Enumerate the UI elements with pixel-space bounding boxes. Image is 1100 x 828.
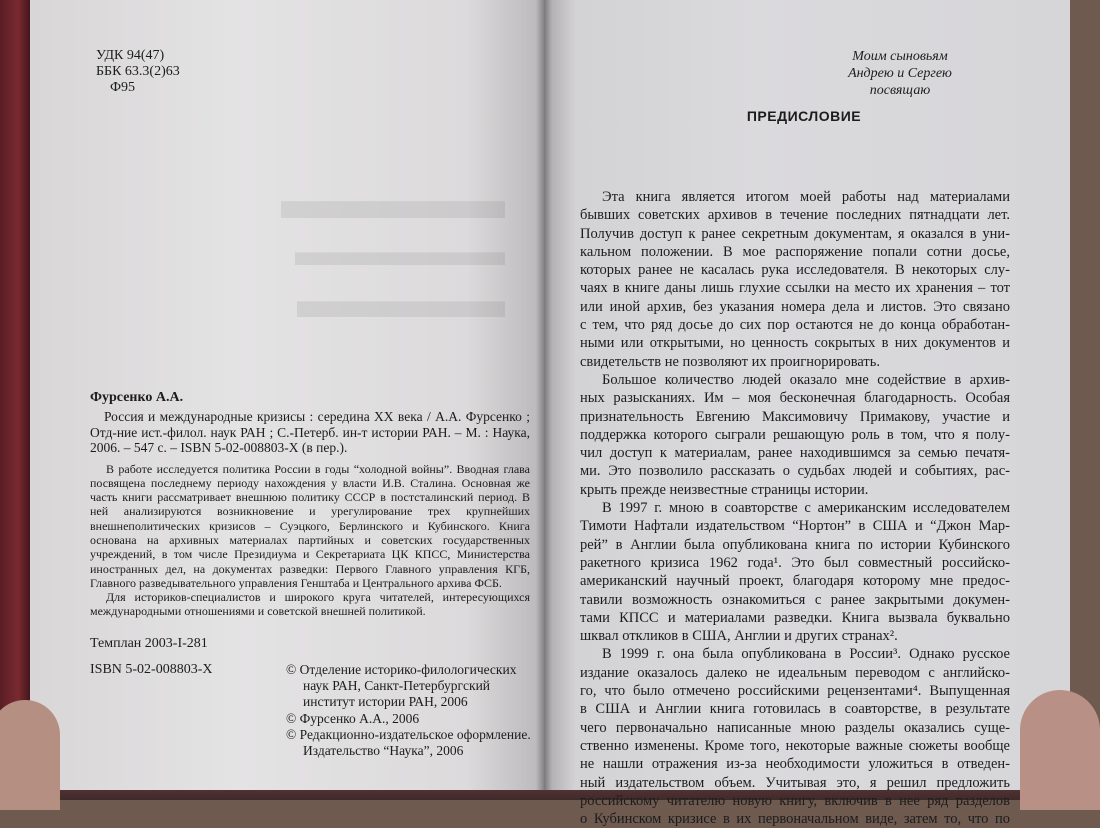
- dedication-line: Андрею и Сергею: [848, 66, 952, 81]
- text-line: в США и Англии книга готовилась в соавторстве, в результате: [580, 701, 1010, 718]
- text-line: чего первоначально написанные мною разделы оказались суще-: [580, 719, 1010, 736]
- dedication-line: посвящаю: [869, 83, 931, 98]
- udk-line: УДК 94(47): [96, 48, 165, 63]
- author-mark-line: Ф95: [110, 80, 136, 95]
- copyright-line: © Редакционно-издательское оформление.: [286, 726, 531, 742]
- book-gutter-shadow: [536, 0, 552, 790]
- annotation-paragraph: В работе исследуется политика России в годы “холодной войны”. Вводная глава посвящена последнему периоду нахождения у власти И.В. Сталина. Основная же часть книги рассматривает внешнюю политику СССР в постсталинский период. В ней анализируются возникновение и урегулирование трех крупнейших внешнеполитических кризисов – Суэцкого, Берлинского и Кубинского. Книга основана на архивных материалах партийных и советских государственных учреждений, в том числе Президиума и Секретариата ЦК КПСС, Министерства иностранных дел, на документах разведки: Первого Главного управления КГБ, Главного разведывательного управления Генштаба и Центрального архива ФСБ.: [90, 461, 530, 590]
- left-page: [30, 0, 544, 790]
- udk-block: [96, 48, 180, 96]
- text-line: о Кубинском кризисе в их первоначальном виде, затем то, что по: [580, 811, 1010, 828]
- text-line: ми. Это позволило рассказать о судьбах людей и событиях, рас-: [580, 463, 1010, 480]
- text-line: ный издательством объем. Учитывая это, я решил предложить: [580, 774, 1010, 791]
- annotation: [90, 462, 530, 619]
- text-line: чил доступ к материалам, ранее находившимся за семью печатя-: [580, 445, 1010, 462]
- copyright-block: [286, 662, 531, 759]
- bbk-line: ББК 63.3(2)63: [96, 64, 180, 79]
- text-line: Эта книга является итогом моей работы над материалами: [602, 189, 1010, 205]
- text-line: с тем, что ряд досье до сих пор остаются не до конца обработан-: [580, 317, 1010, 334]
- text-line: свидетельств не позволяют их проигнорировать.: [580, 353, 881, 370]
- text-line: тами КПСС и материалами разведки. Книга вызвала буквально: [580, 609, 1010, 626]
- bleed-through-shadow: ▬▬▬▬ ▬▬▬▬▬ ▬▬▬▬: [281, 167, 505, 329]
- copyright-line: наук РАН, Санкт-Петербургский: [303, 678, 491, 694]
- text-line: кальном положении. В мое распоряжение попали сотни досье,: [580, 243, 1010, 260]
- text-line: В 1999 г. она была опубликована в России³. Однако русское: [602, 646, 1010, 663]
- book-cover-edge: [0, 0, 30, 800]
- annotation-paragraph: Для историков-специалистов и широкого круга читателей, интересующихся международными отношениями и советской внешней политикой.: [90, 590, 530, 619]
- text-line: го, что было отмечено российскими рецензентами⁴. Выпущенная: [580, 683, 1010, 700]
- text-line: ственно изменены. Кроме того, некоторые важные сюжеты вообще: [580, 737, 1010, 754]
- text-line: Тимоти Нафтали издательством “Нортон” в США и “Джон Мар-: [580, 518, 1010, 535]
- isbn: ISBN 5-02-008803-X: [90, 662, 213, 677]
- text-line: признательность Евгению Максимовичу Примакову, участие и: [580, 408, 1010, 425]
- copyright-line: Издательство “Наука”, 2006: [303, 743, 464, 759]
- preface-body: [580, 188, 1010, 828]
- text-line: издание оказалось далеко не идеальным переводом с английско-: [580, 664, 1010, 681]
- preface-title: ПРЕДИСЛОВИЕ: [746, 108, 862, 124]
- text-line: шквал откликов в США, Англии и других странах².: [580, 628, 898, 645]
- catalog-description: Россия и международные кризисы : середина XX века / А.А. Фурсенко ; Отд-ние ист.-филол. наук РАН ; С.-Петерб. ин-т истории РАН. – М. : Наука, 2006. – 547 с. – ISBN 5-02-008803-X (в пер.).: [90, 409, 530, 455]
- copyright-line: © Фурсенко А.А., 2006: [286, 710, 420, 726]
- text-line: американский научный проект, благодаря которому мне предос-: [580, 573, 1010, 590]
- text-line: или иной архив, без указания номера дела и листов. Это связано: [580, 298, 1010, 315]
- text-line: поддержка которого сыграли решающую роль в том, что я полу-: [580, 426, 1010, 443]
- text-line: не нашли отражения из-за необходимости уложиться в отведен-: [580, 756, 1010, 773]
- copyright-line: институт истории РАН, 2006: [303, 694, 468, 710]
- text-line: Большое количество людей оказало мне содействие в архив-: [602, 371, 1010, 388]
- text-line: тавили возможность ознакомиться с ранее закрытыми докумен-: [580, 591, 1010, 608]
- text-line: российскому читателю новую книгу, включив в нее ряд разделов: [580, 792, 1010, 809]
- text-line: чаях в книге даны лишь глухие ссылки на место их хранения – тот: [580, 280, 1010, 297]
- right-page: [544, 0, 1070, 828]
- text-line: бывших советских архивов в течение последних пятнадцати лет.: [580, 207, 1010, 224]
- text-line: крыть прежде неизвестные страницы истории.: [580, 481, 869, 498]
- copyright-line: © Отделение историко-филологических: [286, 662, 517, 677]
- left-thumb: [0, 700, 60, 810]
- dedication: [800, 48, 1000, 99]
- dedication-line: Моим сыновьям: [852, 49, 948, 64]
- text-line: ных разысканиях. Им – моя бесконечная благодарность. Особая: [580, 390, 1010, 407]
- text-line: ными или открытыми, но ценность сокрытых в них документов и: [580, 335, 1010, 352]
- text-line: которых ранее не касалась рука исследователя. В некоторых слу-: [580, 262, 1010, 279]
- right-thumb: [1020, 690, 1100, 810]
- text-line: ракетного кризиса 1962 года¹. Это был совместный российско-: [580, 554, 1010, 571]
- catalog-author: Фурсенко А.А.: [90, 390, 184, 405]
- text-line: рей” в Англии была опубликована книга по истории Кубинского: [580, 536, 1010, 553]
- text-line: Получив доступ к ранее секретным документам, я оказался в уни-: [580, 225, 1010, 242]
- catalog-record: [90, 390, 530, 619]
- text-line: В 1997 г. мною в соавторстве с американским исследователем: [602, 500, 1010, 517]
- templan: Темплан 2003-I-281: [90, 636, 208, 651]
